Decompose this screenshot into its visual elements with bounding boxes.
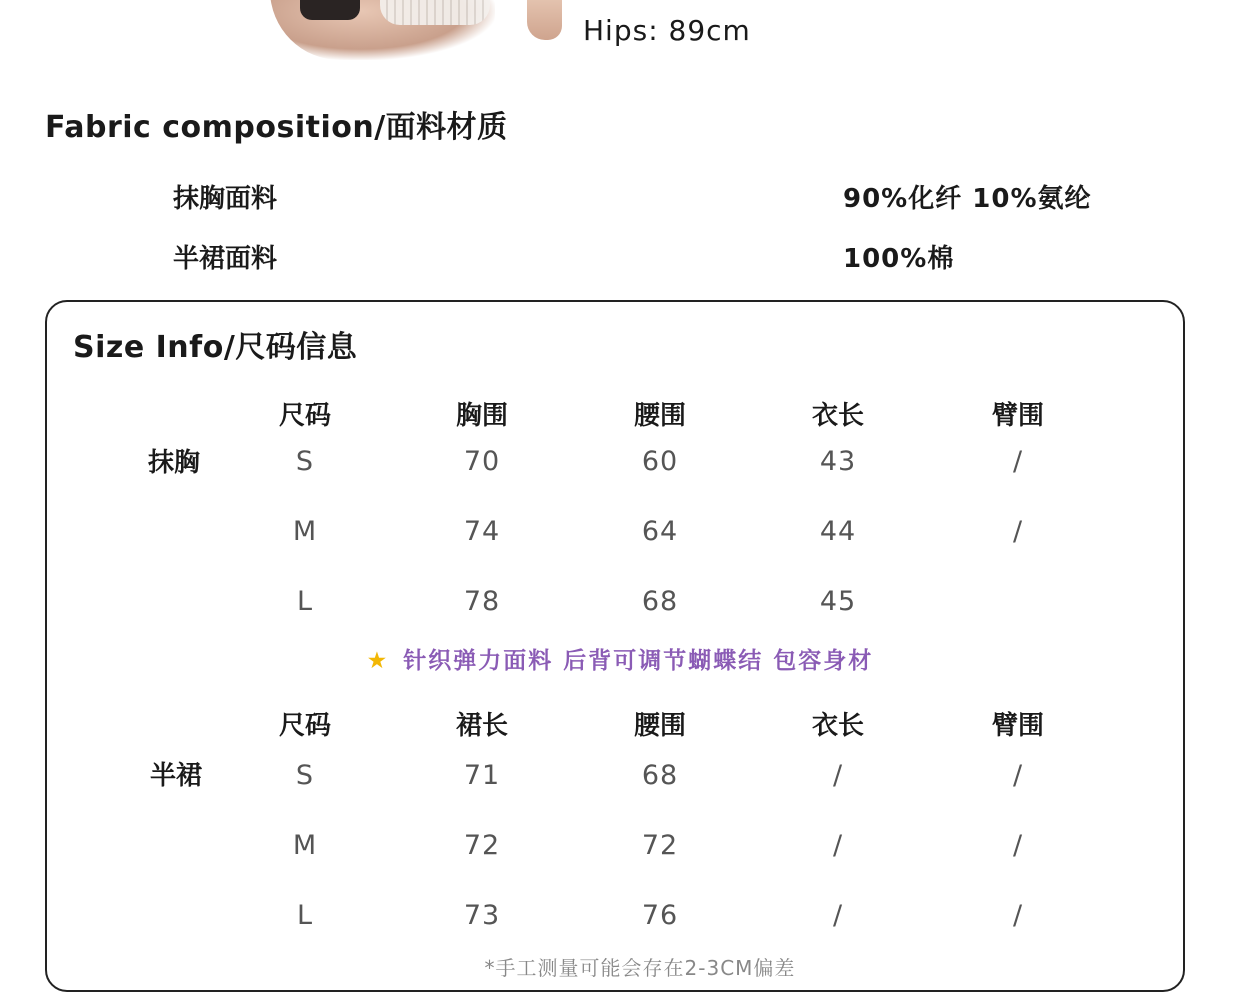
star-icon: ★ <box>366 648 390 674</box>
shoe-detail <box>300 0 360 20</box>
top-header-0: 尺码 <box>278 401 331 431</box>
top-cell-r1-c4: / <box>1012 516 1024 547</box>
fabric-label-top: 抹胸面料 <box>173 184 278 214</box>
fabric-note <box>0 642 1240 675</box>
lace-hem-detail <box>380 0 490 25</box>
top-cell-r1-c1: 74 <box>463 516 501 547</box>
top-cell-r1-c3: 44 <box>819 516 857 547</box>
top-header-2: 腰围 <box>633 401 686 431</box>
fabric-note-text: 针织弹力面料 后背可调节蝴蝶结 包容身材 <box>403 648 874 674</box>
top-cell-r0-c1: 70 <box>463 446 501 477</box>
top-cell-r2-c2: 68 <box>641 586 679 617</box>
skirt-cell-r0-c2: 68 <box>641 760 679 791</box>
skirt-cell-r2-c3: / <box>832 900 844 931</box>
top-cell-r0-c3: 43 <box>819 446 857 477</box>
top-cell-r2-c0: L <box>296 586 314 617</box>
skirt-header-2: 腰围 <box>633 711 686 741</box>
skirt-cell-r2-c1: 73 <box>463 900 501 931</box>
skirt-cell-r2-c4: / <box>1012 900 1024 931</box>
skirt-cell-r2-c0: L <box>296 900 314 931</box>
skirt-cell-r1-c1: 72 <box>463 830 501 861</box>
skirt-header-0: 尺码 <box>278 711 331 741</box>
top-cell-r0-c0: S <box>295 446 315 477</box>
measurement-footnote: *手工测量可能会存在2-3CM偏差 <box>484 956 796 980</box>
top-cell-r2-c1: 78 <box>463 586 501 617</box>
skirt-cell-r2-c2: 76 <box>641 900 679 931</box>
skirt-cell-r0-c0: S <box>295 760 315 791</box>
skirt-cell-r1-c2: 72 <box>641 830 679 861</box>
fabric-value-top: 90%化纤 10%氨纶 <box>843 184 1092 214</box>
fabric-label-skirt: 半裙面料 <box>173 244 278 274</box>
skirt-header-3: 衣长 <box>811 711 864 741</box>
skirt-cell-r0-c4: / <box>1012 760 1024 791</box>
top-cell-r1-c2: 64 <box>641 516 679 547</box>
top-group-label: 抹胸 <box>148 448 201 478</box>
skirt-cell-r1-c3: / <box>832 830 844 861</box>
skirt-group-label: 半裙 <box>150 761 203 791</box>
top-header-3: 衣长 <box>811 401 864 431</box>
fabric-title: Fabric composition/面料材质 <box>45 110 508 145</box>
skirt-header-4: 臂围 <box>991 711 1044 741</box>
top-header-4: 臂围 <box>991 401 1044 431</box>
top-cell-r1-c0: M <box>292 516 318 547</box>
hips-measurement: Hips: 89cm <box>583 14 751 47</box>
skirt-header-1: 裙长 <box>455 711 508 741</box>
skirt-cell-r0-c3: / <box>832 760 844 791</box>
top-cell-r0-c4: / <box>1012 446 1024 477</box>
size-info-title: Size Info/尺码信息 <box>73 330 358 365</box>
top-cell-r2-c3: 45 <box>819 586 857 617</box>
skirt-cell-r0-c1: 71 <box>463 760 501 791</box>
skirt-cell-r1-c4: / <box>1012 830 1024 861</box>
hand-detail <box>527 0 562 40</box>
top-cell-r0-c2: 60 <box>641 446 679 477</box>
fabric-value-skirt: 100%棉 <box>843 244 955 274</box>
top-header-1: 胸围 <box>455 401 508 431</box>
skirt-cell-r1-c0: M <box>292 830 318 861</box>
